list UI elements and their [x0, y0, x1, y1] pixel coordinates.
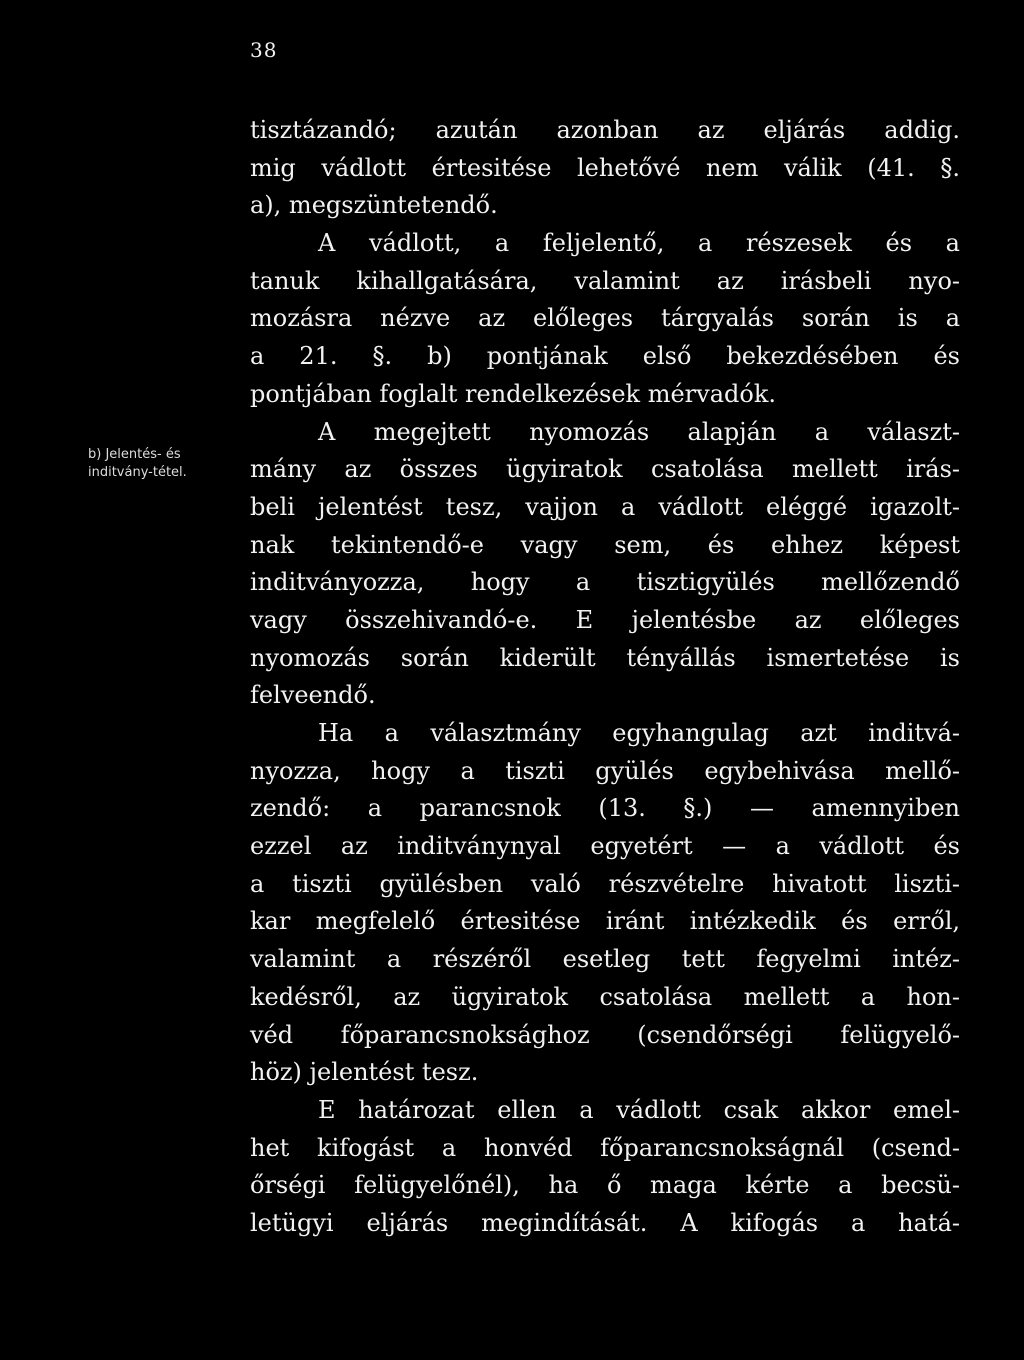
text-line: nyomozás során kiderült tényállás ismertetése is — [250, 643, 960, 672]
text-line: inditványozza, hogy a tisztigyülés mellőzendő — [250, 568, 960, 597]
text-line: véd főparancsnoksághoz (csendőrségi felügyelő- — [250, 1020, 960, 1049]
text-line: őrségi felügyelőnél), ha ő maga kérte a becsü- — [250, 1171, 960, 1200]
text-line: Ha a választmány egyhangulag azt inditvá- — [318, 719, 960, 747]
text-line: mozásra nézve az előleges tárgyalás során is a — [250, 304, 960, 333]
text-line: a 21. §. b) pontjának első bekezdésében és — [250, 342, 960, 371]
margin-note — [88, 446, 238, 482]
text-line: pontjában foglalt rendelkezések mérvadók. — [250, 379, 776, 408]
text-line: zendő: a parancsnok (13. §.) — amennyiben — [250, 794, 960, 823]
text-line: ezzel az inditványnyal egyetért — a vádlott és — [250, 832, 960, 861]
text-line: kedésről, az ügyiratok csatolása mellett a hon- — [250, 982, 960, 1011]
text-line: mány az összes ügyiratok csatolása mellett irás- — [250, 455, 960, 484]
text-line: nak tekintendő-e vagy sem, és ehhez képest — [250, 530, 960, 559]
text-line: beli jelentést tesz, vajjon a vádlott eléggé igazolt- — [250, 492, 960, 521]
margin-note-line: inditvány-tétel. — [88, 465, 187, 480]
text-line: kar megfelelő értesitése iránt intézkedik és erről, — [250, 907, 960, 936]
text-line: letügyi eljárás megindítását. A kifogás a hatá- — [250, 1208, 960, 1237]
text-line: a tiszti gyülésben való részvételre hivatott liszti- — [250, 869, 960, 898]
text-line: E határozat ellen a vádlott csak akkor emel- — [318, 1095, 960, 1124]
text-line: valamint a részéről esetleg tett fegyelmi intéz- — [250, 945, 960, 974]
margin-note-line: b) Jelentés- és — [88, 447, 181, 462]
text-line: höz) jelentést tesz. — [250, 1058, 479, 1087]
text-line: tisztázandó; azután azonban az eljárás addig. — [250, 116, 960, 144]
text-line: A vádlott, a feljelentő, a részesek és a — [318, 229, 960, 258]
text-line: het kifogást a honvéd főparancsnokságnál (csend- — [250, 1133, 960, 1162]
text-line: tanuk kihallgatására, valamint az irásbeli nyo- — [250, 266, 960, 295]
body-text — [250, 112, 960, 1243]
text-line: mig vádlott értesitése lehetővé nem válik (41. §. — [250, 153, 960, 182]
text-line: a), megszüntetendő. — [250, 191, 498, 220]
text-line: vagy összehivandó-e. E jelentésbe az előleges — [250, 605, 960, 634]
text-line: felveendő. — [250, 681, 376, 710]
text-line: nyozza, hogy a tiszti gyülés egybehivása mellő- — [250, 756, 960, 785]
page-number: 38 — [250, 38, 278, 62]
text-line: A megejtett nyomozás alapján a választ- — [318, 417, 960, 446]
